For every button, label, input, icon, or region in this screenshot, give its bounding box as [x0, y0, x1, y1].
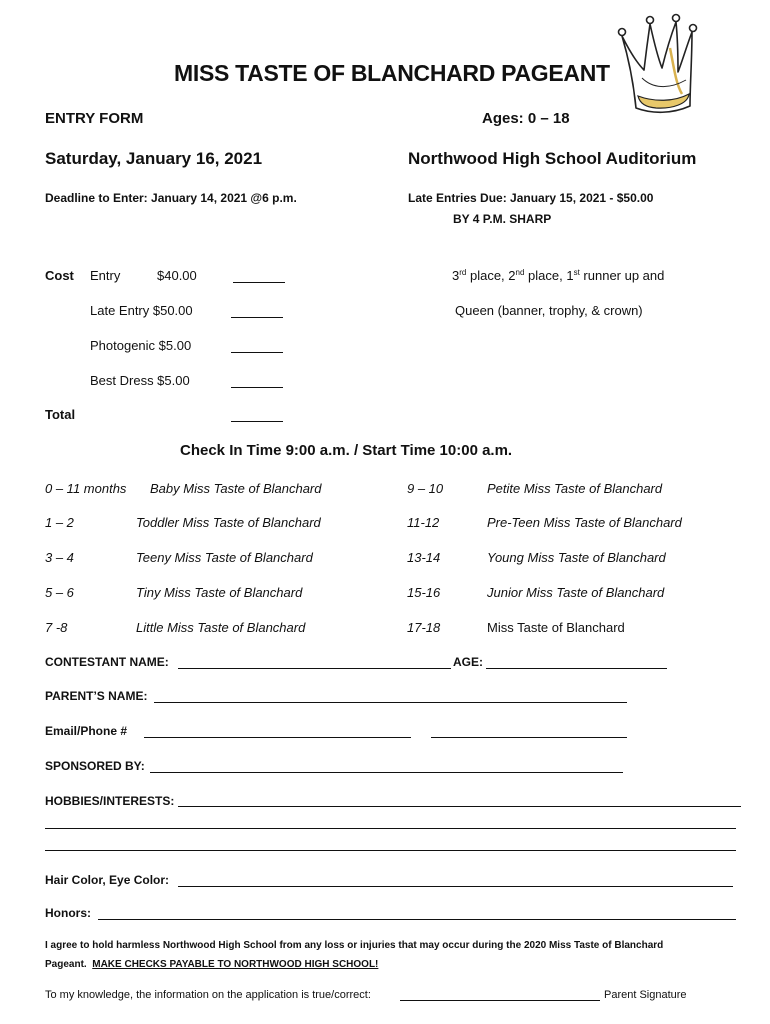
- sponsored-by-label: SPONSORED BY:: [45, 759, 145, 773]
- cost-entry-price: $40.00: [157, 268, 197, 283]
- honors-label: Honors:: [45, 906, 91, 920]
- deadline-text: Deadline to Enter: January 14, 2021 @6 p.m.: [45, 191, 297, 205]
- disclaimer-text-2: Pageant. MAKE CHECKS PAYABLE TO NORTHWOOD HIGH SCHOOL!: [45, 959, 379, 970]
- parent-name-label: PARENT’S NAME:: [45, 689, 148, 703]
- late-entry-blank[interactable]: [231, 317, 283, 318]
- contestant-name-field[interactable]: [178, 668, 451, 669]
- cost-label: Cost: [45, 268, 74, 283]
- phone-field[interactable]: [431, 737, 627, 738]
- best-dress-blank[interactable]: [231, 387, 283, 388]
- division-age: 17-18: [407, 620, 441, 635]
- division-age: 1 – 2: [45, 515, 74, 530]
- parent-name-field[interactable]: [154, 702, 627, 703]
- hobbies-field-line-3[interactable]: [45, 850, 736, 851]
- late-entries-sharp: BY 4 P.M. SHARP: [453, 212, 552, 226]
- ages-label: Ages: 0 – 18: [482, 110, 570, 127]
- prizes-line-2: Queen (banner, trophy, & crown): [455, 303, 643, 318]
- division-name: Teeny Miss Taste of Blanchard: [136, 550, 313, 565]
- age-field[interactable]: [486, 668, 667, 669]
- late-entries-text: Late Entries Due: January 15, 2021 - $50.00: [408, 191, 654, 205]
- hobbies-field-line-2[interactable]: [45, 828, 736, 829]
- total-blank[interactable]: [231, 421, 283, 422]
- hair-eye-label: Hair Color, Eye Color:: [45, 873, 170, 887]
- contestant-name-label: CONTESTANT NAME:: [45, 655, 169, 669]
- division-name: Little Miss Taste of Blanchard: [136, 620, 306, 635]
- division-age: 9 – 10: [407, 481, 444, 496]
- cost-best-dress: Best Dress $5.00: [90, 373, 190, 388]
- cost-photogenic: Photogenic $5.00: [90, 338, 192, 353]
- event-venue: Northwood High School Auditorium: [408, 149, 697, 168]
- email-field[interactable]: [144, 737, 411, 738]
- division-name: Tiny Miss Taste of Blanchard: [136, 585, 303, 600]
- sponsored-by-field[interactable]: [150, 772, 623, 773]
- division-age: 0 – 11 months: [45, 481, 127, 496]
- division-age: 7 -8: [45, 620, 68, 635]
- division-age: 3 – 4: [45, 550, 74, 565]
- entry-form-label: ENTRY FORM: [45, 110, 144, 127]
- division-name: Miss Taste of Blanchard: [487, 620, 625, 635]
- division-name: Toddler Miss Taste of Blanchard: [136, 515, 321, 530]
- knowledge-statement: To my knowledge, the information on the application is true/correct:: [45, 989, 371, 1001]
- parent-signature-label: Parent Signature: [604, 989, 687, 1001]
- division-name: Junior Miss Taste of Blanchard: [487, 585, 665, 600]
- cost-total: Total: [45, 407, 76, 422]
- division-age: 5 – 6: [45, 585, 74, 600]
- honors-field[interactable]: [98, 919, 736, 920]
- division-age: 11-12: [407, 515, 440, 530]
- page-title: MISS TASTE OF BLANCHARD PAGEANT: [174, 60, 610, 86]
- hobbies-field[interactable]: [178, 806, 741, 807]
- entry-blank[interactable]: [233, 282, 285, 283]
- division-age: 13-14: [407, 550, 441, 565]
- checks-payable-note: MAKE CHECKS PAYABLE TO NORTHWOOD HIGH SCHOOL!: [92, 959, 379, 970]
- crown-icon: [612, 8, 702, 118]
- cost-late-entry: Late Entry $50.00: [90, 303, 193, 318]
- event-date: Saturday, January 16, 2021: [45, 149, 263, 168]
- check-in-time: Check In Time 9:00 a.m. / Start Time 10:00 a.m.: [180, 442, 513, 459]
- division-name: Pre-Teen Miss Taste of Blanchard: [487, 515, 682, 530]
- division-name: Young Miss Taste of Blanchard: [487, 550, 666, 565]
- parent-signature-field[interactable]: [400, 1000, 600, 1001]
- photogenic-blank[interactable]: [231, 352, 283, 353]
- cost-entry-label: Entry: [90, 268, 121, 283]
- email-phone-label: Email/Phone #: [45, 724, 128, 738]
- division-age: 15-16: [407, 585, 441, 600]
- division-name: Baby Miss Taste of Blanchard: [150, 481, 322, 496]
- disclaimer-text: I agree to hold harmless Northwood High School from any loss or injuries that may occur during the 2020 Miss Taste of Blanchard: [45, 940, 664, 951]
- age-label: AGE:: [453, 655, 483, 669]
- prizes-line-1: 3rd place, 2nd place, 1st runner up and: [452, 268, 665, 283]
- division-name: Petite Miss Taste of Blanchard: [487, 481, 663, 496]
- hair-eye-field[interactable]: [178, 886, 733, 887]
- hobbies-label: HOBBIES/INTERESTS:: [45, 794, 175, 808]
